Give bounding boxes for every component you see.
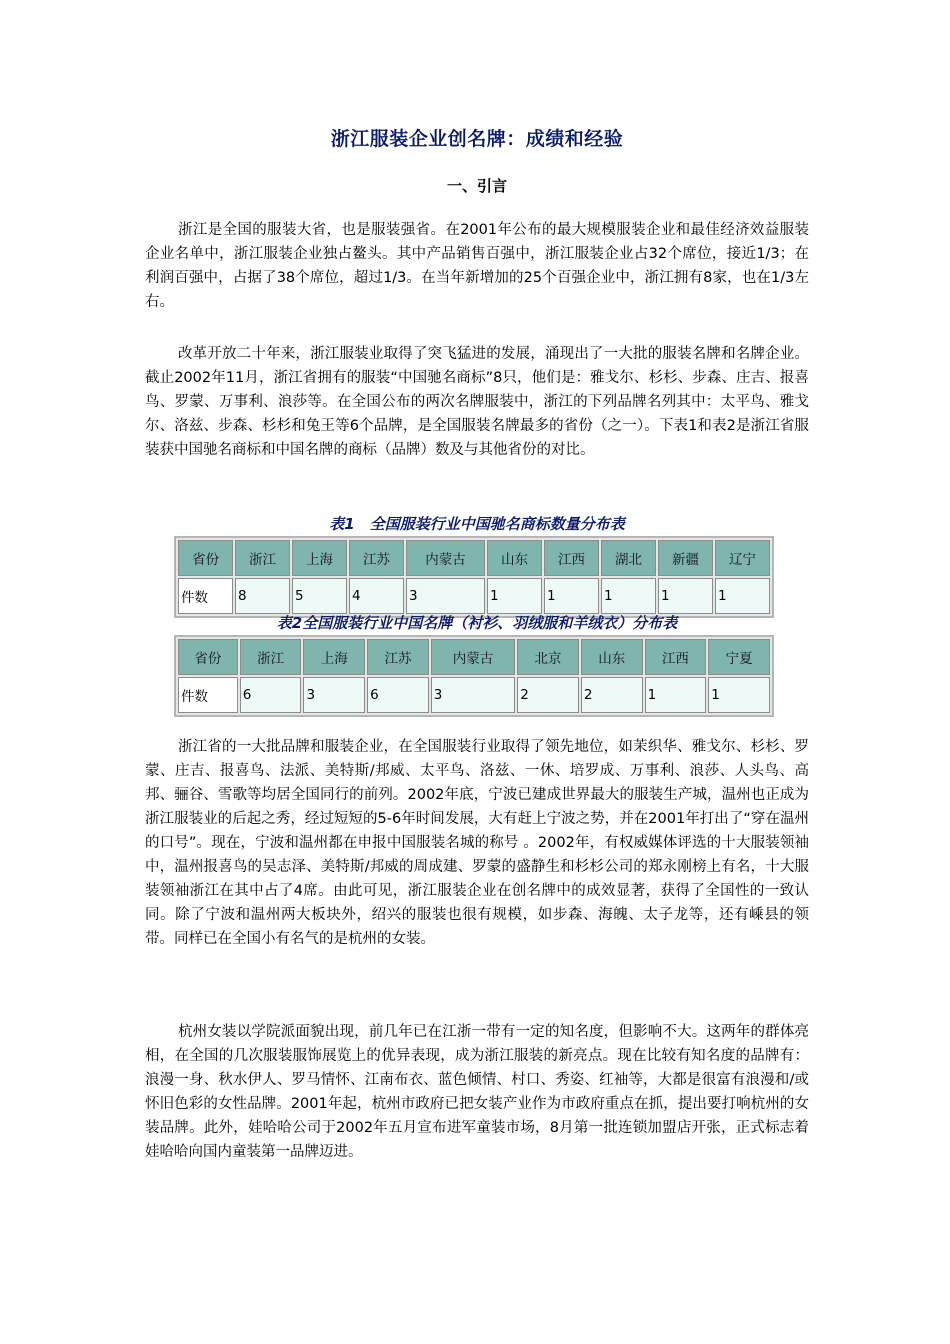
table2-caption: 表2全国服装行业中国名牌（衬衫、羽绒服和羊绒衣）分布表 <box>276 614 678 632</box>
table-2-header-cell: 江西 <box>645 639 707 675</box>
table-2-cell: 3 <box>303 677 365 713</box>
table-2-cell: 2 <box>517 677 579 713</box>
paragraph-3: 浙江省的一大批品牌和服装企业，在全国服装行业取得了领先地位，如茉织华、雅戈尔、杉杉、罗蒙、庄吉、报喜鸟、法派、美特斯/邦威、太平鸟、洛兹、一休、培罗成、万事利、浪莎、人头鸟、高邦、骊谷、雪歌等均居全国同行的前列。2002年底，宁波已建成世界最大的服装生产城，温州也正成为浙江服装业的后起之秀，经过短短的5-6年时间发展，大有赶上宁波之势，并在2001年打出了“穿在温州的口号”。现在，宁波和温州都在申报中国服装名城的称号 。2002年，有权威媒体评选的十大服装领袖中，温州报喜鸟的吴志泽、美特斯/邦威的周成建、罗蒙的盛静生和杉杉公司的郑永刚榜上有名，十大服装领袖浙江在其中占了4席。由此可见，浙江服装企业在创名牌中的成效显著，获得了全国性的一致认同。除了宁波和温州两大板块外，绍兴的服装也很有规模，如步森、海魄、太子龙等，还有嵊县的领带。同样已在全国小有名气的是杭州的女装。 <box>145 739 809 947</box>
document-title: 浙江服装企业创名牌：成绩和经验 <box>330 128 624 150</box>
table-2-cell: 6 <box>240 677 302 713</box>
table-2-header-cell: 江苏 <box>367 639 429 675</box>
table-2-data-row <box>178 677 770 713</box>
table-1-header-cell: 省份 <box>178 540 233 576</box>
table-1-cell: 3 <box>406 578 485 614</box>
table-1-header-cell: 江苏 <box>349 540 404 576</box>
table-1-data-row <box>178 578 770 614</box>
section-heading: 一、引言 <box>446 177 507 195</box>
table-1-cell: 1 <box>601 578 656 614</box>
table-1-header-cell: 山东 <box>487 540 542 576</box>
table-2-header-cell: 省份 <box>178 639 238 675</box>
table-1-cell: 5 <box>292 578 347 614</box>
table-1-header-cell: 江西 <box>544 540 599 576</box>
table-1-cell: 8 <box>235 578 290 614</box>
paragraph-1: 浙江是全国的服装大省，也是服装强省。在2001年公布的最大规模服装企业和最佳经济效益服装企业名单中，浙江服装企业独占鳌头。其中产品销售百强中，浙江服装企业占32个席位，接近1/3；在利润百强中，占据了38个席位，超过1/3。在当年新增加的25个百强企业中，浙江拥有8家，也在1/3左右。 <box>145 222 809 310</box>
table-2 <box>174 635 774 717</box>
table-1-cell: 1 <box>487 578 542 614</box>
table-1-header-cell: 新疆 <box>658 540 713 576</box>
table-1-cell: 1 <box>544 578 599 614</box>
table-1-header-cell: 上海 <box>292 540 347 576</box>
table-1-header-row <box>178 540 770 576</box>
paragraph-4: 杭州女装以学院派面貌出现，前几年已在江浙一带有一定的知名度，但影响不大。这两年的群体亮相，在全国的几次服装服饰展览上的优异表现，成为浙江服装的新亮点。现在比较有知名度的品牌有：浪漫一身、秋水伊人、罗马情怀、江南布衣、蓝色倾情、村口、秀姿、红袖等，大都是很富有浪漫和/或怀旧色彩的女性品牌。2001年起，杭州市政府已把女装产业作为市政府重点在抓，提出要打响杭州的女装品牌。此外，娃哈哈公司于2002年五月宣布进军童装市场，8月第一批连锁加盟店开张，正式标志着娃哈哈向国内童装第一品牌迈进。 <box>145 1024 809 1160</box>
table-2-header-cell: 浙江 <box>240 639 302 675</box>
table1-caption: 表1 全国服装行业中国驰名商标数量分布表 <box>329 515 625 533</box>
table-2-header-cell: 内蒙古 <box>431 639 515 675</box>
table-2-cell: 1 <box>645 677 707 713</box>
table-1-cell: 1 <box>715 578 770 614</box>
table-1-header-cell: 浙江 <box>235 540 290 576</box>
table-2-cell: 2 <box>581 677 643 713</box>
table-2-header-cell: 上海 <box>303 639 365 675</box>
table-1-header-cell: 湖北 <box>601 540 656 576</box>
table-1-header-cell: 内蒙古 <box>406 540 485 576</box>
paragraph-2: 改革开放二十年来，浙江服装业取得了突飞猛进的发展，涌现出了一大批的服装名牌和名牌企业。截止2002年11月，浙江省拥有的服装“中国驰名商标”8只，他们是：雅戈尔、杉杉、步森、庄吉、报喜鸟、罗蒙、万事利、浪莎等。在全国公布的两次名牌服装中，浙江的下列品牌名列其中：太平鸟、雅戈尔、洛兹、步森、杉杉和兔王等6个品牌，是全国服装名牌最多的省份（之一）。下表1和表2是浙江省服装获中国驰名商标和中国名牌的商标（品牌）数及与其他省份的对比。 <box>145 346 809 458</box>
table-1-cell: 1 <box>658 578 713 614</box>
table-1 <box>174 536 774 618</box>
table-2-cell: 3 <box>431 677 515 713</box>
table-2-cell: 6 <box>367 677 429 713</box>
table-2-header-row <box>178 639 770 675</box>
table-1-header-cell: 辽宁 <box>715 540 770 576</box>
table-2-cell: 1 <box>708 677 770 713</box>
table-2-cell: 件数 <box>178 677 238 713</box>
table-2-header-cell: 宁夏 <box>708 639 770 675</box>
table-1-cell: 件数 <box>178 578 233 614</box>
table-2-header-cell: 北京 <box>517 639 579 675</box>
table-1-cell: 4 <box>349 578 404 614</box>
table-2-header-cell: 山东 <box>581 639 643 675</box>
